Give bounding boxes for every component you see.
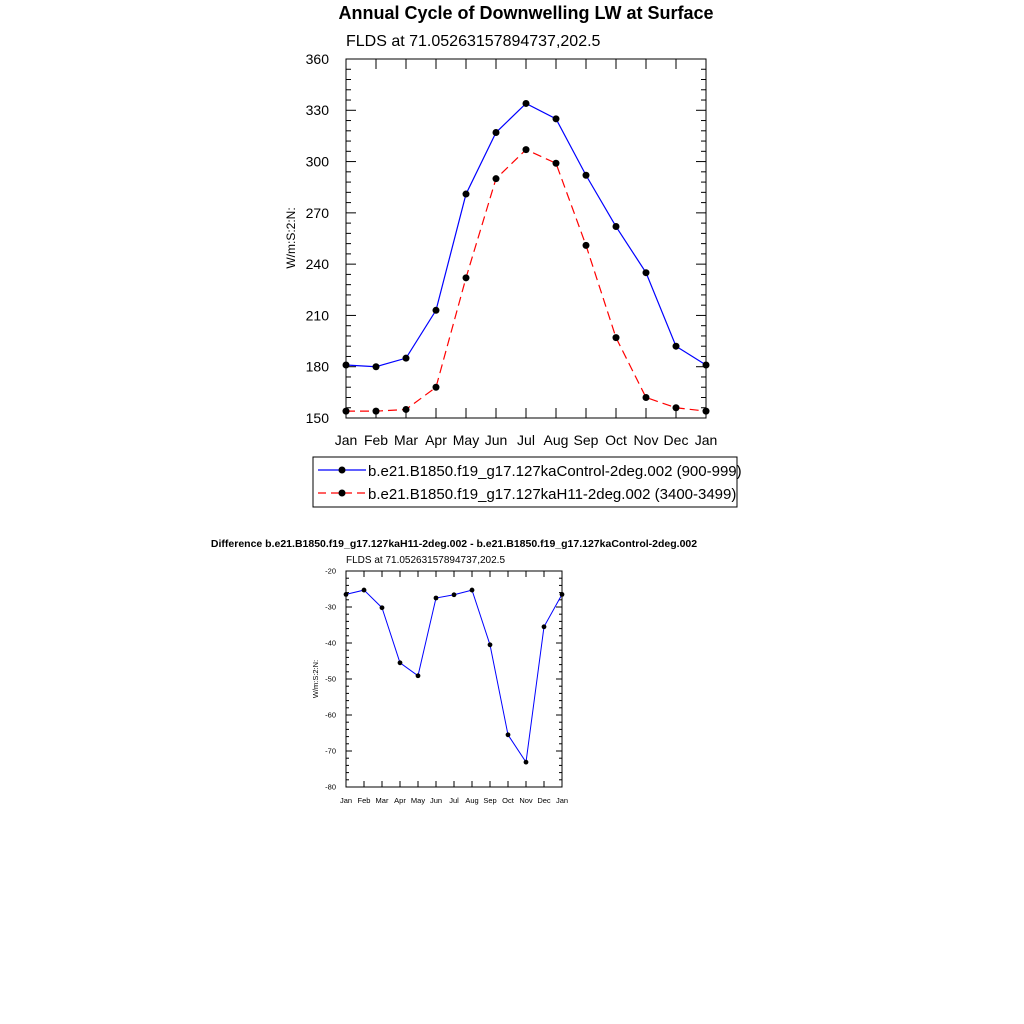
top-x-tick-label: Aug [543, 432, 569, 448]
bottom-series-0-point [560, 592, 565, 597]
bottom-series-0-point [344, 592, 349, 597]
bottom-series-0-point [524, 760, 529, 765]
legend-control-label: b.e21.B1850.f19_g17.127kaControl-2deg.002 (900-999) [368, 463, 742, 480]
annual-cycle-chart [284, 3, 742, 507]
legend-experiment-marker [339, 490, 346, 497]
bottom-series-line-0 [346, 590, 562, 762]
top-x-tick-label: Jul [517, 432, 535, 448]
bottom-x-tick-label: Jan [339, 796, 353, 805]
bottom-x-tick-label: Dec [537, 796, 551, 805]
bottom-x-tick-label: Oct [502, 796, 514, 805]
bottom-series-0-point [398, 660, 403, 665]
top-series-0-point [343, 362, 350, 369]
top-x-tick-label: Mar [393, 432, 419, 448]
top-x-tick-label: Jan [334, 432, 358, 448]
top-series-1-point [493, 175, 500, 182]
top-series-0-point [433, 307, 440, 314]
top-series-line-1 [346, 150, 706, 412]
top-x-tick-label: Jun [484, 432, 508, 448]
bottom-plot-frame [346, 571, 562, 787]
bottom-y-tick-label: -40 [325, 638, 336, 648]
bottom-y-tick-label: -60 [325, 710, 336, 720]
top-series-0-point [703, 362, 710, 369]
top-series-0-point [373, 363, 380, 370]
top-series-1-point [703, 408, 710, 415]
bottom-series-0-point [380, 605, 385, 610]
difference-title: Difference b.e21.B1850.f19_g17.127kaH11-2deg.002 - b.e21.B1850.f19_g17.127kaControl-2deg.002 [210, 538, 698, 550]
top-series-1-point [553, 160, 560, 167]
top-x-tick-label: Dec [663, 432, 689, 448]
bottom-chart-subtitle: FLDS at 71.05263157894737,202.5 [346, 555, 506, 566]
top-series-0-point [523, 100, 530, 107]
bottom-x-tick-label: Sep [483, 796, 497, 805]
bottom-x-tick-label: Jun [429, 796, 443, 805]
top-series-0-point [613, 223, 620, 230]
top-series-0-point [643, 269, 650, 276]
bottom-y-tick-label: -30 [325, 602, 336, 612]
bottom-y-tick-label: -70 [325, 746, 336, 756]
top-y-tick-label: 240 [305, 256, 329, 273]
legend-control-marker [339, 467, 346, 474]
top-plot-frame [346, 59, 706, 418]
legend-experiment-label: b.e21.B1850.f19_g17.127kaH11-2deg.002 (3400-3499) [368, 486, 737, 503]
top-series-1-point [463, 274, 470, 281]
bottom-series-0-point [452, 592, 457, 597]
figure-title: Annual Cycle of Downwelling LW at Surface [338, 3, 714, 23]
bottom-series-0-point [488, 642, 493, 647]
top-x-tick-label: Sep [573, 432, 599, 448]
top-x-tick-label: Jan [694, 432, 718, 448]
bottom-x-tick-label: Apr [394, 796, 406, 805]
top-series-1-point [643, 394, 650, 401]
top-y-axis-label: W/m:S:2:N: [284, 207, 298, 269]
bottom-x-tick-label: Aug [465, 796, 479, 805]
bottom-x-tick-label: Jul [449, 796, 459, 805]
top-y-tick-label: 270 [305, 204, 329, 221]
bottom-y-axis-label: W/m:S:2:N: [311, 659, 320, 699]
bottom-y-tick-label: -20 [325, 566, 336, 576]
top-series-1-point [343, 408, 350, 415]
top-x-tick-label: Nov [633, 432, 659, 448]
top-x-tick-label: Apr [425, 432, 447, 448]
top-series-0-point [463, 191, 470, 198]
bottom-x-tick-label: Feb [357, 796, 371, 805]
difference-chart [211, 538, 697, 805]
top-series-1-point [673, 404, 680, 411]
top-series-1-point [583, 242, 590, 249]
top-series-line-0 [346, 103, 706, 366]
top-series-1-point [523, 146, 530, 153]
bottom-x-tick-label: May [410, 796, 426, 805]
top-x-tick-label: Oct [605, 432, 627, 448]
top-y-tick-label: 330 [305, 102, 329, 119]
bottom-series-0-point [416, 673, 421, 678]
bottom-x-tick-label: Mar [375, 796, 389, 805]
top-series-0-point [403, 355, 410, 362]
top-x-tick-label: Feb [363, 432, 389, 448]
top-series-1-point [433, 384, 440, 391]
top-series-0-point [583, 172, 590, 179]
top-series-1-point [403, 406, 410, 413]
top-series-1-point [373, 408, 380, 415]
bottom-series-0-point [470, 588, 475, 593]
top-y-tick-label: 180 [305, 358, 329, 375]
top-chart-subtitle: FLDS at 71.05263157894737,202.5 [346, 33, 601, 50]
top-series-1-point [613, 334, 620, 341]
bottom-series-0-point [362, 588, 367, 593]
top-y-tick-label: 150 [305, 409, 329, 426]
bottom-y-tick-label: -80 [325, 782, 336, 792]
top-series-0-point [493, 129, 500, 136]
top-x-tick-label: May [452, 432, 480, 448]
legend [313, 457, 742, 507]
top-y-tick-label: 300 [305, 153, 329, 170]
bottom-y-tick-label: -50 [325, 674, 336, 684]
top-y-tick-label: 360 [305, 50, 329, 67]
bottom-series-0-point [506, 732, 511, 737]
bottom-x-tick-label: Jan [555, 796, 569, 805]
bottom-series-0-point [542, 624, 547, 629]
bottom-x-tick-label: Nov [519, 796, 533, 805]
top-series-0-point [673, 343, 680, 350]
top-y-tick-label: 210 [305, 307, 329, 324]
bottom-series-0-point [434, 596, 439, 601]
top-series-0-point [553, 115, 560, 122]
